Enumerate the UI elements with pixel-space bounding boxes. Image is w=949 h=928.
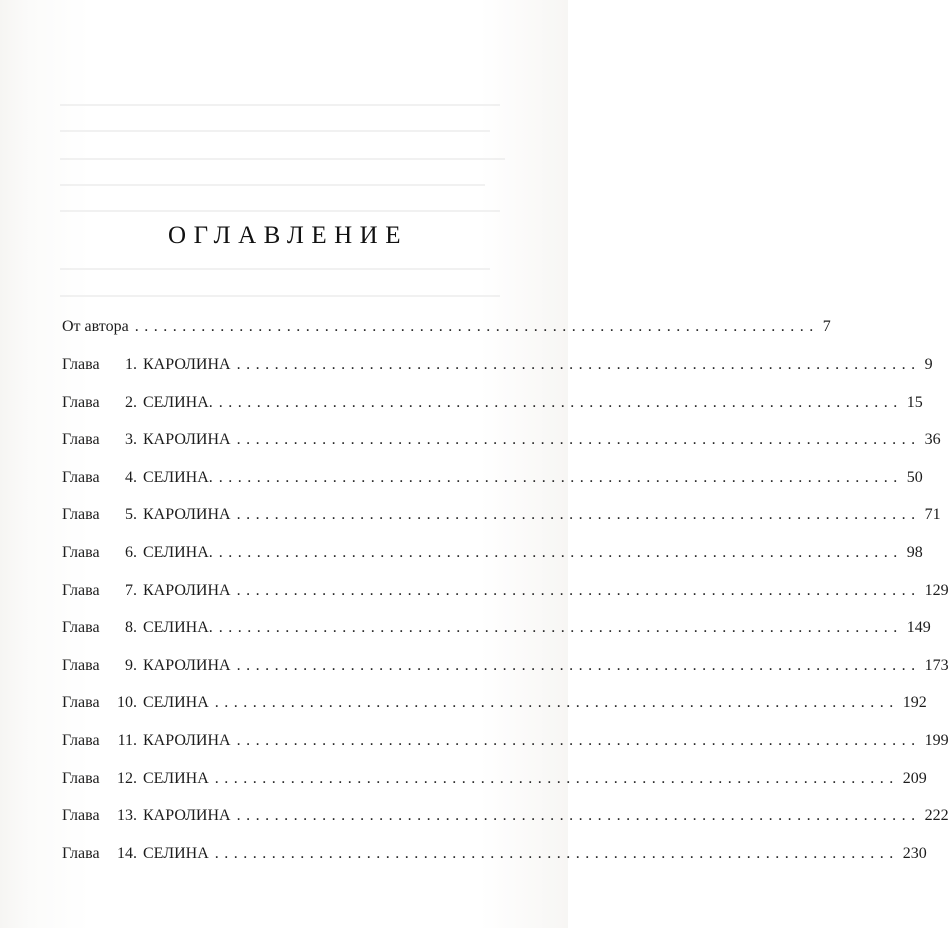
chapter-word: Глава [62,694,100,712]
toc-page-number: 9 [924,356,933,373]
show-through-line [60,184,485,186]
show-through-line [60,295,500,297]
dot-leader: ........................................................................ [236,356,921,373]
dot-leader: ........................................................................ [214,844,899,862]
chapter-label [62,356,231,374]
chapter-word: Глава [62,468,100,486]
toc-intro-title: От автора [62,318,129,335]
chapter-title: КАРОЛИНА [143,732,231,749]
dot-leader: ........................................................................ [134,318,819,335]
chapter-number: 8. [125,619,137,637]
toc-row-chapter [62,844,927,867]
chapter-label [62,770,209,788]
chapter-title: СЕЛИНА. [143,393,213,411]
chapter-title: СЕЛИНА. [143,544,213,561]
chapter-word: Глава [62,581,100,599]
chapter-word: Глава [62,656,100,674]
chapter-title: СЕЛИНА. [143,468,213,486]
chapter-number: 14. [117,844,137,862]
chapter-word: Глава [62,619,100,637]
show-through-line [60,158,505,160]
toc-page-number: 36 [924,431,941,449]
chapter-number: 1. [125,356,137,373]
toc-page-number: 209 [902,769,927,787]
toc-row-chapter [62,807,949,829]
chapter-number: 6. [125,544,137,561]
chapter-number: 2. [125,393,137,411]
toc-row-chapter [62,468,923,491]
chapter-title: КАРОЛИНА [143,807,231,825]
dot-leader: ........................................................................ [236,431,921,449]
dot-leader: ........................................................................ [218,544,903,561]
chapter-number: 5. [125,506,137,524]
toc-row-chapter [62,769,927,792]
chapter-title: СЕЛИНА [143,694,209,712]
toc-page-number: 192 [902,694,927,712]
toc-row-chapter [62,544,923,566]
chapter-title: КАРОЛИНА [143,581,231,599]
toc-row-chapter [62,431,941,453]
chapter-word: Глава [62,807,100,825]
chapter-title: КАРОЛИНА [143,431,231,449]
toc-page-number: 230 [902,844,927,862]
dot-leader: ........................................................................ [218,619,903,637]
dot-leader: ........................................................................ [218,468,903,486]
chapter-label [62,732,231,750]
chapter-label [62,544,213,562]
show-through-line [60,210,500,212]
toc-page-number: 199 [924,732,949,749]
chapter-word: Глава [62,431,100,449]
chapter-label [62,619,213,637]
show-through-line [60,268,490,270]
toc-row-chapter [62,356,933,378]
chapter-label [62,431,231,449]
chapter-label [62,506,231,524]
chapter-title: КАРОЛИНА [143,506,231,524]
show-through-line [60,130,490,132]
chapter-label [62,694,209,712]
chapter-title: КАРОЛИНА [143,656,231,674]
dot-leader: ........................................................................ [214,769,899,787]
chapter-label [62,582,231,600]
chapter-word: Глава [62,769,100,787]
toc-page-number: 71 [924,506,941,524]
chapter-label [62,845,209,863]
show-through-line [60,104,500,106]
chapter-title: СЕЛИНА [143,844,209,862]
chapter-label [62,469,213,487]
toc-heading: ОГЛАВЛЕНИЕ [168,222,408,249]
toc-page-number: 149 [906,619,931,637]
chapter-number: 3. [125,431,137,449]
dot-leader: ........................................................................ [218,393,903,411]
chapter-word: Глава [62,544,100,561]
toc-row-chapter [62,581,949,604]
chapter-label [62,394,213,412]
chapter-label [62,807,231,825]
toc-page-number: 173 [924,656,949,674]
toc-row-chapter [62,732,949,754]
toc-row-chapter [62,506,941,528]
dot-leader: ........................................................................ [236,581,921,599]
toc-page-number: 7 [822,318,831,335]
chapter-title: СЕЛИНА [143,769,209,787]
chapter-number: 4. [125,468,137,486]
toc-row-intro [62,318,831,340]
chapter-word: Глава [62,356,100,373]
toc-row-chapter [62,694,927,716]
dot-leader: ........................................................................ [236,656,921,674]
chapter-label [62,657,231,675]
chapter-number: 11. [117,732,137,749]
toc-row-chapter [62,656,949,679]
chapter-number: 10. [117,694,137,712]
dot-leader: ........................................................................ [236,807,921,825]
chapter-number: 12. [117,769,137,787]
toc-page-number: 98 [906,544,923,561]
dot-leader: ........................................................................ [236,732,921,749]
chapter-word: Глава [62,393,100,411]
toc-row-chapter [62,619,931,641]
chapter-title: КАРОЛИНА [143,356,231,373]
toc-page-number: 129 [924,581,949,599]
dot-leader: ........................................................................ [236,506,921,524]
toc-page-number: 15 [906,393,923,411]
chapter-number: 9. [125,656,137,674]
chapter-word: Глава [62,844,100,862]
toc-page-number: 50 [906,468,923,486]
chapter-word: Глава [62,506,100,524]
toc-page-number: 222 [924,807,949,825]
chapter-number: 13. [117,807,137,825]
dot-leader: ........................................................................ [214,694,899,712]
chapter-title: СЕЛИНА. [143,619,213,637]
chapter-word: Глава [62,732,100,749]
chapter-number: 7. [125,581,137,599]
toc-row-chapter [62,393,923,416]
